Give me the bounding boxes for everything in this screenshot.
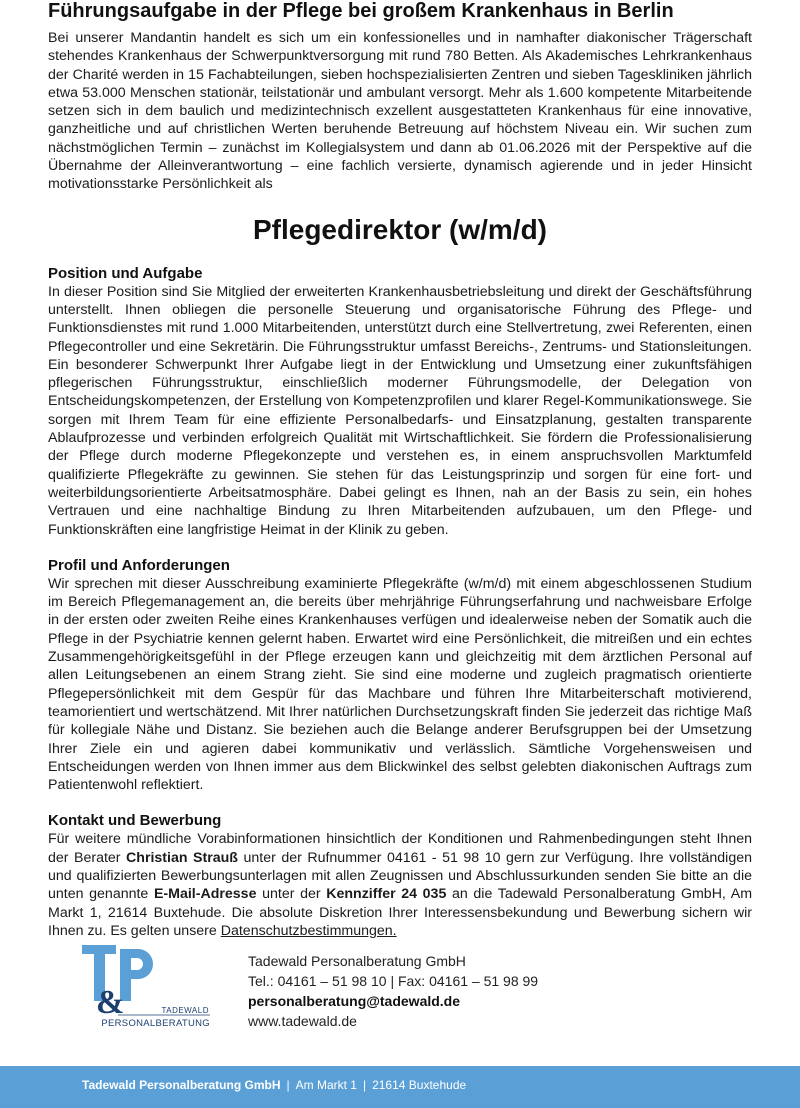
- section-heading: Profil und Anforderungen: [48, 556, 230, 574]
- consultant-name: Christian Strauß: [126, 849, 238, 866]
- section-heading: Kontakt und Bewerbung: [48, 812, 222, 830]
- section-heading: Position und Aufgabe: [48, 264, 203, 282]
- company-name: Tadewald Personalberatung GmbH: [248, 953, 466, 969]
- company-block: [48, 945, 752, 1035]
- footer-city: 21614 Buxtehude: [372, 1078, 467, 1092]
- text-run: an die Tadewald Personalberatung GmbH, Am Markt 1, 21614 Buxtehude. Die absolute Diskretion Ihrer Interessensbekundung und Bewerbung sichern wir Ihnen zu. Es gelten unsere: [48, 886, 753, 939]
- company-phone: Tel.: 04161 – 51 98 10 | Fax: 04161 – 51 98 99: [248, 973, 539, 989]
- footer-company: Tadewald Personalberatung GmbH: [82, 1078, 281, 1092]
- footer-separator: |: [362, 1078, 367, 1092]
- company-email[interactable]: personalberatung@tadewald.de: [248, 993, 461, 1009]
- ad-headline: Führungsaufgabe in der Pflege bei großem Krankenhaus in Berlin: [48, 0, 674, 22]
- email-label: E-Mail-Adresse: [153, 886, 257, 903]
- footer-bar: [0, 1066, 800, 1108]
- text-run: unter der Rufnummer 04161 - 51 98 10 gern zur Verfügung. Ihre vollständigen und qualifizierten Bewerbungsunterlagen mit allen Zeugnissen und Abschlussurkunden senden Sie bitte an die unten genannte: [48, 849, 752, 903]
- logo-line1: TADEWALD: [161, 1006, 209, 1015]
- tadewald-logo: [82, 945, 212, 1031]
- logo-line2: PERSONALBERATUNG: [101, 1018, 210, 1029]
- text-run: Für weitere mündliche Vorabinformationen hinsichtlich der Konditionen und Rahmenbedingungen steht Ihnen der Berater: [48, 831, 752, 866]
- section-contact: [48, 811, 752, 940]
- section-text: Wir sprechen mit dieser Ausschreibung examinierte Pflegekräfte (w/m/d) mit einem abgeschlossenen Studium im Bereich Pflegemanagement an, die bereits über mehrjährige Führungserfahrung und nachweisbare Erfolge in der ersten oder zweiten Reihe eines Krankenhauses verfügen und idealerweise neben der Somatik auch die Pflege in der Psychiatrie kennen gelernt haben. Erwartet wird eine Persönlichkeit, die mitreißen und ein echtes Zusammengehörigkeitsgefühl in der Pflege erzeugen kann und gleichzeitig mit dem ärztlichen Personal auf allen Leitungsebenen an einem Strang zieht. Sie sind eine moderne und zugleich pragmatisch orientierte Pflegepersönlichkeit mit dem Gespür für das Machbare und führen Ihre Mitarbeiterschaft motivierend, teamorientiert und wertschätzend. Mit Ihrer natürlichen Durchsetzungskraft finden Sie jederzeit das richtige Maß für kollegiale Nähe und Distanz. Sie beziehen auch die Belange anderer Berufsgruppen bei der Umsetzung Ihrer Ziele ein und agieren dabei kommunikativ und verlässlich. Sämtliche Vorgehensweisen und Entscheidungen werden von Ihnen immer aus dem Blickwinkel des selbst gelebten diakonischen Auftrags zum Patientenwohl reflektiert.: [48, 575, 752, 794]
- section-profile: [48, 556, 752, 795]
- reference-number: Kennziffer 24 035: [326, 886, 447, 903]
- footer-text: [82, 1078, 466, 1092]
- section-text: [48, 830, 752, 940]
- footer-separator: |: [286, 1078, 290, 1092]
- section-position: [48, 264, 752, 539]
- text-run: unter der: [256, 886, 327, 903]
- section-text: In dieser Position sind Sie Mitglied der erweiterten Krankenhausbetriebsleitung und direkt der Geschäftsführung unterstellt. Ihnen obliegen die personelle Steuerung und organisatorische Führung des Pflege- und Funktionsdienstes mit rund 1.000 Mitarbeitenden, unterstützt durch eine Stellvertretung, zwei Referenten, einen Pflegecontroller und eine Sekretärin. Die Führungsstruktur umfasst Bereichs-, Zentrums- und Stationsleitungen. Ein besonderer Schwerpunkt Ihrer Aufgabe liegt in der Entwicklung und Umsetzung einer zukunftsfähigen pflegerischen Führungsstruktur, einschließlich moderner Führungsmodelle, der Delegation von Entscheidungskompetenzen, der Erstellung von Kompetenzprofilen und klarer Regel-Kommunikationswege. Sie sorgen mit Ihrem Team für eine effiziente Personalbedarfs- und Einsatzplanung, gestalten transparente Ablaufprozesse und verbinden erfolgreich Qualität mit Wirtschaftlichkeit. Sie fördern die Professionalisierung der Pflege durch moderne Pflegekonzepte und verstehen es, in einem anspruchsvollen Marktumfeld qualifizierte Pflegekräfte zu gewinnen. Sie stehen für das Leistungsprinzip und sorgen für eine fort- und weiterbildungsorientierte Arbeitsatmosphäre. Dabei gelingt es Ihnen, nah an der Basis zu sein, ein hohes Vertrauen und eine nachhaltige Bindung zu Ihren Mitarbeitenden aufzubauen, um den Pflege- und Funktionskräften eine langfristige Heimat in der Klinik zu geben.: [48, 283, 752, 538]
- company-website[interactable]: www.tadewald.de: [248, 1013, 357, 1029]
- footer-street: Am Markt 1: [295, 1078, 357, 1092]
- position-title: Pflegedirektor (w/m/d): [252, 213, 548, 245]
- company-contact: [248, 951, 538, 1031]
- privacy-link[interactable]: Datenschutzbestimmungen.: [220, 922, 397, 939]
- job-ad: [48, 0, 753, 1029]
- intro-paragraph: Bei unserer Mandantin handelt es sich um ein konfessionelles und in namhafter diakonischer Trägerschaft stehendes Krankenhaus der Schwerpunktversorgung mit rund 780 Betten. Als Akademisches Lehrkrankenhaus der Charité werden in 15 Fachabteilungen, sieben hochspezialisierten Zentren und sieben Tageskliniken jährlich etwa 53.000 Menschen stationär, teilstationär und ambulant versorgt. Mehr als 1.600 kompetente Mitarbeitende setzen sich in dem baulich und medizintechnisch exzellent ausgestatteten Krankenhaus für eine innovative, ganzheitliche und auf christlichen Werten beruhende Betreuung auf höchstem Niveau ein. Wir suchen zum nächstmöglichen Termin – zunächst im Kollegialsystem und dann ab 01.06.2026 mit der Perspektive auf die Übernahme der Alleinverantwortung – eine fachlich versierte, dynamisch agierende und in jeder Hinsicht motivationsstarke Persönlichkeit als: [48, 30, 752, 193]
- svg-text:&: &: [96, 984, 125, 1021]
